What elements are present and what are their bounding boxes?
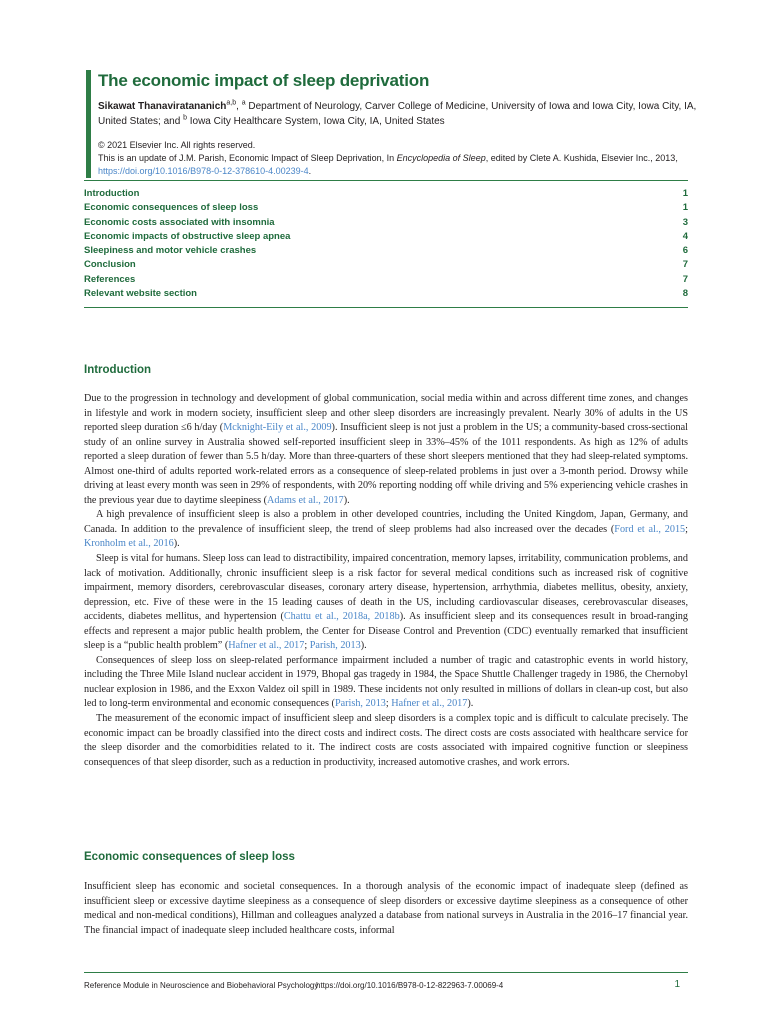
toc-label: Conclusion	[84, 259, 136, 271]
page-footer	[84, 972, 688, 990]
author-name: Sikawat Thanaviratananich	[98, 101, 227, 112]
toc-item-website-section[interactable]	[84, 287, 688, 301]
update-doi-link[interactable]: https://doi.org/10.1016/B978-0-12-378610-4.00239-4	[98, 166, 309, 176]
toc-label: Introduction	[84, 188, 140, 199]
text-run: ). As insufficient sleep and its consequences result in broad-ranging effects and represent a major public health problem, the Center for Disease Control and Prevention (CDC) eventually remarked that insufficient sleep is a “public health problem” (	[84, 611, 688, 652]
author-superscript: a,b	[226, 99, 237, 107]
toc-item-economic-consequences[interactable]	[84, 201, 688, 215]
toc-label: Sleepiness and motor vehicle crashes	[84, 245, 257, 257]
toc-page: 6	[682, 245, 688, 257]
intro-paragraph-4	[84, 654, 688, 712]
citation-link[interactable]: Adams et al., 2017	[267, 494, 344, 506]
intro-paragraph-3	[84, 552, 688, 654]
text-run: ;	[685, 523, 688, 535]
toc-item-sleep-apnea[interactable]	[84, 230, 688, 244]
toc-item-motor-vehicle[interactable]	[84, 244, 688, 258]
toc-page: 8	[682, 288, 688, 300]
citation-link[interactable]: Ford et al., 2015	[614, 523, 686, 535]
citation-link[interactable]: Parish, 2013	[309, 640, 361, 652]
text-run: Consequences of sleep loss on sleep-related performance impairment included a number of tragic and catastrophic events in world history, including the Three Mile Island nuclear accident in 1979, Bhopal gas tragedy in 1984, the Space Shuttle Challenger tragedy in 1986, the Chernobyl nuclear explosion in 1986, and the Exxon Valdez oil spill in 1989. These incidents not only resulted in millions of dollars in clean-up cost, but also led to long-term environmental and economic consequences (	[84, 654, 688, 710]
citation-link[interactable]: Chattu et al., 2018a, 2018b	[283, 611, 400, 623]
toc-label: Relevant website section	[84, 288, 197, 300]
toc-label: Economic costs associated with insomnia	[84, 216, 275, 228]
citation-link[interactable]: Kronholm et al., 2016	[84, 538, 174, 550]
section-heading-economic-consequences: Economic consequences of sleep loss	[84, 851, 295, 863]
toc-item-conclusion[interactable]	[84, 258, 688, 272]
introduction-body	[84, 392, 688, 770]
intro-paragraph-5: The measurement of the economic impact of insufficient sleep and sleep disorders is a complex topic and is difficult to calculate precisely. The economic impact can be broadly classified into the direct costs and indirect costs. The direct costs are costs associated with healthcare service for the sleep disorder and the comorbidities related to it. The indirect costs are costs associated with impaired cognitive function or sleepiness consequences of that sleep disorder, such as a reduction in productivity, increased automotive crashes, and work errors.	[84, 713, 688, 768]
toc-item-introduction[interactable]	[84, 187, 688, 201]
update-note-prefix: This is an update of J.M. Parish, Economic Impact of Sleep Deprivation, In	[98, 153, 397, 163]
footer-doi[interactable]: https://doi.org/10.1016/B978-0-12-822963-7.00069-4	[316, 981, 504, 990]
section-heading-introduction: Introduction	[84, 364, 152, 376]
economic-consequences-body	[84, 880, 688, 938]
intro-paragraph-1	[84, 392, 688, 508]
text-run: ;	[385, 698, 392, 710]
econ-paragraph-1: Insufficient sleep has economic and societal consequences. In a thorough analysis of the economic impact of inadequate sleep (defined as insufficient sleep or excessive daytime sleepiness as a consequence of sleep disorders or excessive daytime sleepiness as a consequence of other medical and non-medical conditions), Hillman and colleagues analyzed a database from national surveys in Australia in the 2016–17 financial year. The financial impact of inadequate sleep included healthcare costs, informal	[84, 881, 688, 936]
footer-journal-name: Reference Module in Neuroscience and Biobehavioral Psychology	[84, 981, 319, 990]
copyright-notice: © 2021 Elsevier Inc. All rights reserved.	[98, 140, 256, 150]
toc-page: 3	[682, 216, 688, 228]
text-run: Due to the progression in technology and development of global communication, social media within and across different time zones, and changes in lifestyle and work in modern society, insufficient sleep and other sleep disorders are increasingly prevalent. Nearly 30% of adults in the US reported sleep duration ≤6 h/day (	[84, 393, 688, 434]
toc-page: 1	[682, 202, 688, 214]
citation-link[interactable]: Mcknight-Eily et al., 2009	[223, 422, 332, 434]
toc-page: 1	[682, 188, 688, 199]
article-title: The economic impact of sleep deprivation	[98, 71, 430, 90]
toc-label: References	[84, 273, 136, 285]
toc-page: 4	[682, 230, 688, 242]
toc-label: Economic impacts of obstructive sleep apnea	[84, 230, 291, 242]
text-run: ).	[343, 494, 350, 506]
intro-paragraph-2	[84, 508, 688, 552]
affiliation-a: Department of Neurology, Carver College of Medicine, University of Iowa and Iowa City, Iowa City, IA, United States; and	[98, 101, 697, 127]
text-run: ).	[467, 698, 474, 710]
text-run: ).	[360, 640, 367, 652]
toc-item-insomnia-costs[interactable]	[84, 216, 688, 230]
text-run: ).	[173, 538, 180, 550]
toc-page: 7	[682, 259, 688, 271]
text-run: ). Insufficient sleep is not just a problem in the US; a community-based cross-sectional study of an online survey in Australia showed self-reported insufficient sleep in 33%–45% of the 1011 respondents. As high as 12% of adults reported a sleep duration of fewer than 5.5 h/day. More than three-quarters of these short sleepers mentioned that they had sleep-related symptoms. Almost one-third of adults reported work-related errors as a consequence of sleep-related problems in just over a 3-month period. Drowsy while driving at least every month was seen in 29% of respondents, with 20% reporting nodding off while driving and 5% experiencing vehicle crashes in the previous year due to daytime sleepiness (	[84, 422, 688, 506]
affiliation-b: Iowa City Healthcare System, Iowa City, IA, United States	[186, 116, 445, 127]
citation-link[interactable]: Parish, 2013	[334, 698, 386, 710]
toc-label: Economic consequences of sleep loss	[84, 202, 259, 214]
toc-item-references[interactable]	[84, 273, 688, 287]
update-note	[98, 152, 698, 178]
update-note-details: , edited by Clete A. Kushida, Elsevier Inc., 2013,	[485, 153, 678, 163]
citation-link[interactable]: Hafner et al., 2017	[391, 698, 468, 710]
table-of-contents	[84, 180, 688, 308]
citation-link[interactable]: Hafner et al., 2017	[228, 640, 305, 652]
toc-page: 7	[682, 273, 688, 285]
text-run: Sleep is vital for humans. Sleep loss can lead to distractibility, impaired concentration, memory lapses, irritability, communication problems, and lack of motivation. Additionally, chronic insufficient sleep is a risk factor for several medical conditions such as increased risk of cognitive impairment, memory disorders, cerebrovascular diseases, coronary artery disease, hypertension, arrhythmia, diabetes mellitus, obesity, anxiety, depression, etc. Five of these were in the 15 leading causes of death in the US, including cardiovascular diseases, cerebrovascular diseases, accidents, diabetes mellitus, and hypertension (	[84, 553, 688, 623]
author-affiliations: Sikawat Thanaviratananich$^{a,b}$, $^a$ Department of Neurology, Carver College of Medicine, University of Iowa and Iowa City, Iowa City, IA, United States; and $^b$ Iowa City Healthcare System, Iowa City, IA, United States	[98, 99, 697, 127]
affiliation-a-marker: a	[241, 99, 246, 107]
page-number: 1	[674, 979, 680, 990]
update-note-end: .	[308, 166, 312, 176]
update-note-book: Encyclopedia of Sleep	[396, 153, 486, 163]
text-run: A high prevalence of insufficient sleep is also a problem in other developed countries, including the United Kingdom, Japan, Germany, and Canada. In addition to the prevalence of insufficient sleep, the trend of sleep problems had also increased over the decades (	[84, 509, 688, 535]
article-header	[86, 70, 698, 178]
affiliation-b-marker: b	[183, 114, 187, 122]
text-run: ;	[304, 640, 310, 652]
